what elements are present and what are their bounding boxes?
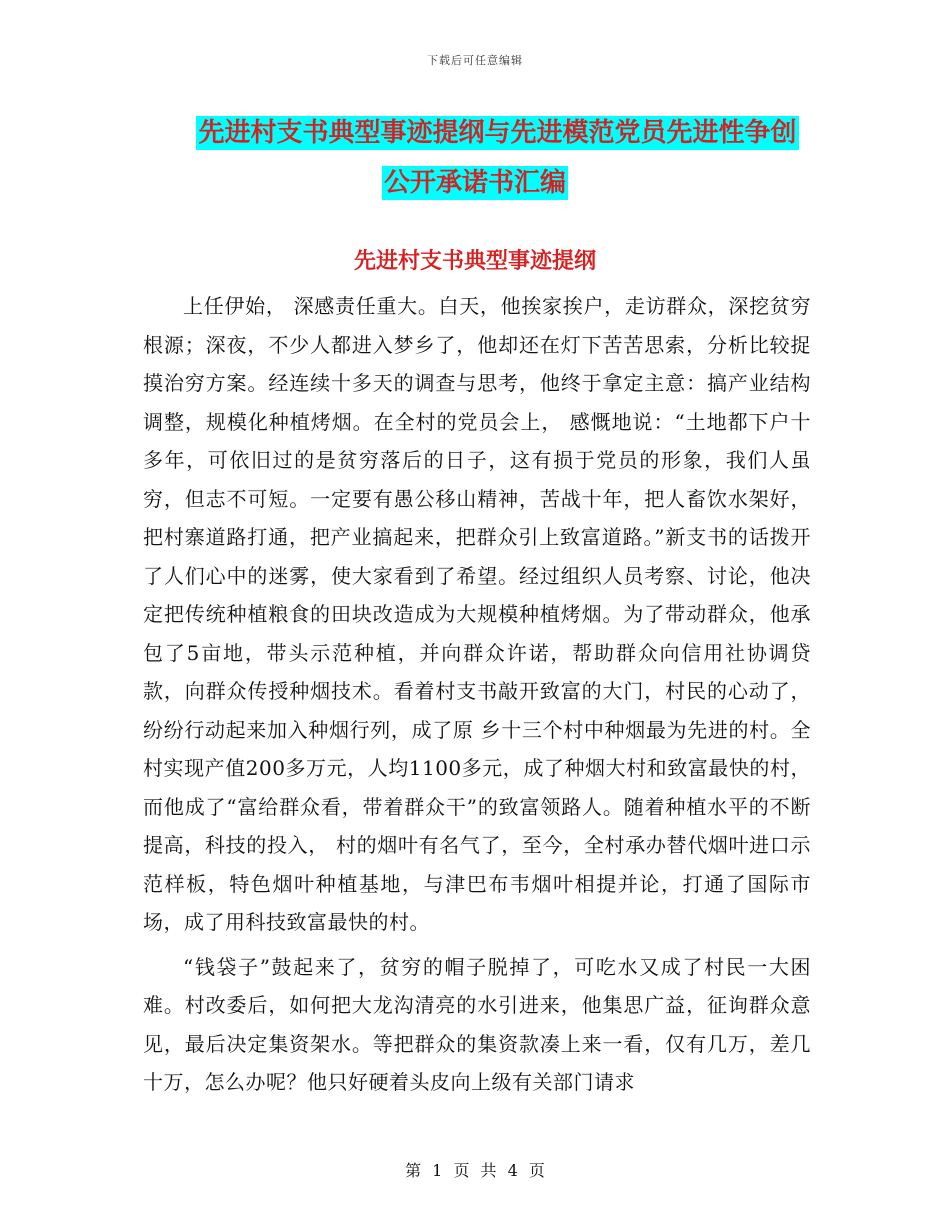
body-paragraph-2: “钱袋子”鼓起来了，贫穷的帽子脱掉了，可吃水又成了村民一大困难。村改委后，如何把大龙沟清亮的水引进来，他集思广益，征询群众意见，最后决定集资架水。等把群众的集资款凑上来一看，仅有几万，差几十万，怎么办呢？他只好硬着头皮向上级有关部门请求 [143, 954, 811, 1094]
page-header-note: 下载后可任意编辑 [427, 54, 523, 67]
section-title: 先进村支书典型事迹提纲 [353, 248, 596, 274]
document-title-line-2-text: 公开承诺书汇编 [383, 168, 566, 198]
document-body [143, 287, 811, 1108]
document-title-line-1-text: 先进村支书典型事迹提纲与先进模范党员先进性争创 [198, 118, 797, 148]
page-footer: 第 1 页 共 4 页 [405, 1161, 545, 1180]
body-paragraph-1: 上任伊始， 深感责任重大。白天，他挨家挨户，走访群众，深挖贫穷根源；深夜，不少人都进入梦乡了，他却还在灯下苦苦思索，分析比较捉摸治穷方案。经连续十多天的调查与思考，他终于拿定主意：搞产业结构调整，规模化种植烤烟。在全村的党员会上， 感慨地说：“土地都下户十多年，可依旧过的是贫穷落后的日子，这有损于党员的形象，我们人虽穷，但志不可短。一定要有愚公移山精神，苦战十年，把人畜饮水架好，把村寨道路打通，把产业搞起来，把群众引上致富道路。”新支书的话拨开了人们心中的迷雾，使大家看到了希望。经过组织人员考察、讨论，他决定把传统种植粮食的田块改造成为大规模种植烤烟。为了带动群众，他承包了5亩地，带头示范种植，并向群众许诺，帮助群众向信用社协调贷款，向群众传授种烟技术。看着村支书敲开致富的大门，村民的心动了，纷纷行动起来加入种烟行列，成了原 乡十三个村中种烟最为先进的村。全村实现产值200多万元，人均1100多元，成了种烟大村和致富最快的村，而他成了“富给群众看，带着群众干”的致富领路人。随着种植水平的不断提高，科技的投入， 村的烟叶有名气了，至今，全村承办替代烟叶进口示范样板，特色烟叶种植基地，与津巴布韦烟叶相提并论，打通了国际市场，成了用科技致富最快的村。 [143, 294, 811, 934]
document-title [0, 108, 950, 208]
document-title-line-1 [0, 108, 950, 158]
document-title-line-2 [0, 158, 950, 208]
